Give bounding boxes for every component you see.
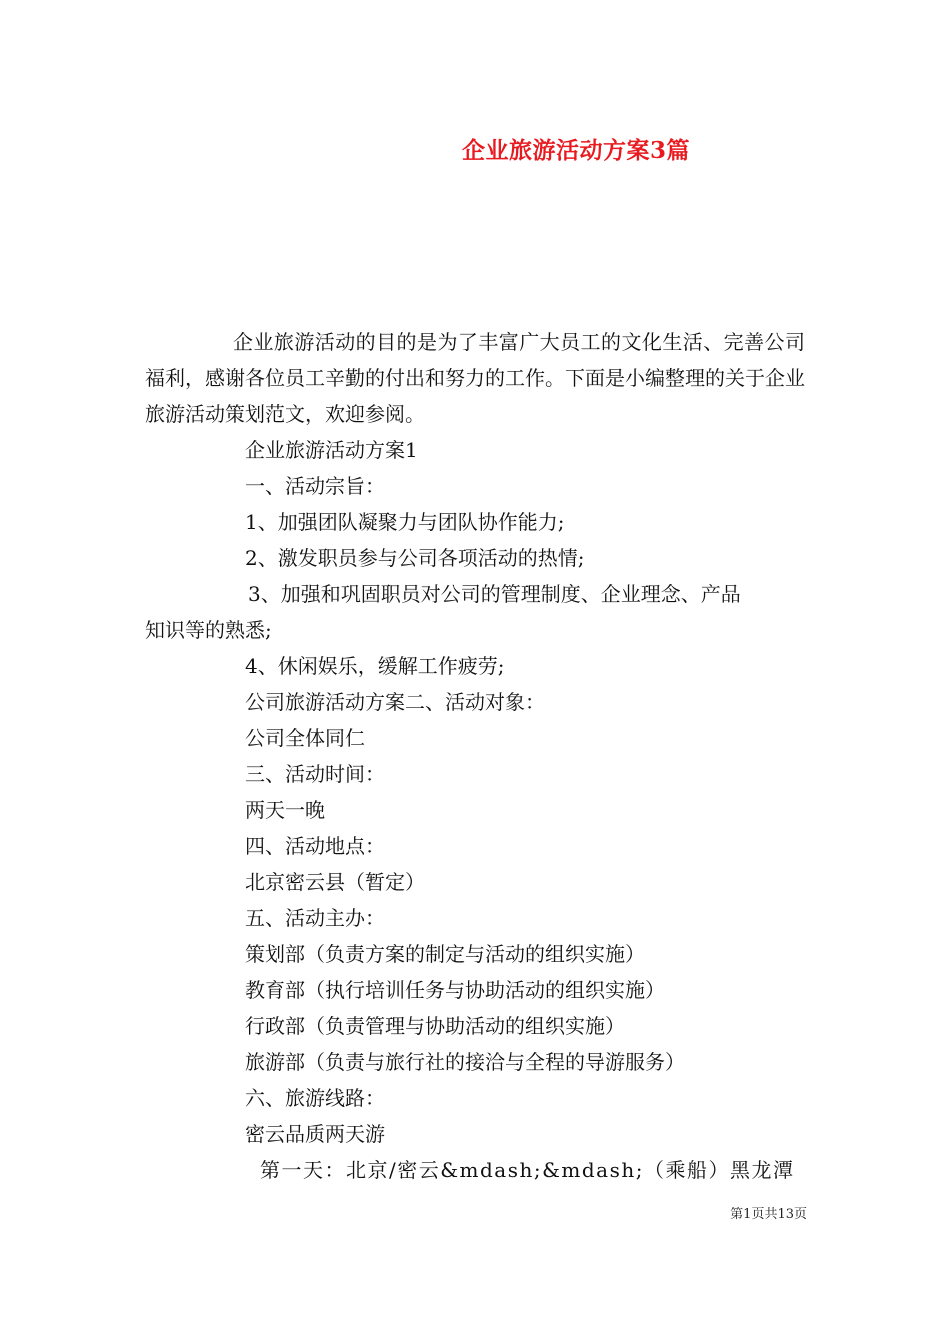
organizer-tourism: 旅游部（负责与旅行社的接洽与全程的导游服务） [245,1050,685,1074]
purpose-item-2: 2、激发职员参与公司各项活动的热情; [245,546,585,570]
route-value: 密云品质两天游 [245,1122,385,1146]
section-heading-organizers: 五、活动主办： [245,906,385,930]
purpose-item-3 [145,576,805,612]
location-value: 北京密云县（暂定） [245,870,425,894]
section-heading-route: 六、旅游线路： [245,1086,385,1110]
section-heading-location: 四、活动地点： [245,834,385,858]
purpose-item-3-continued: 知识等的熟悉; [145,618,272,642]
page-number: 第1页共13页 [730,1207,807,1222]
section-heading-audience: 公司旅游活动方案二、活动对象： [245,690,545,714]
purpose-item-4: 4、休闲娱乐，缓解工作疲劳; [245,654,505,678]
audience-value: 公司全体同仁 [245,726,365,750]
purpose-item-1: 1、加强团队凝聚力与团队协作能力; [245,510,565,534]
time-value: 两天一晚 [245,798,325,822]
intro-paragraph: 企业旅游活动的目的是为了丰富广大员工的文化生活、完善公司福利，感谢各位员工辛勤的付出和努力的工作。下面是小编整理的关于企业旅游活动策划范文，欢迎参阅。 [145,330,805,426]
organizer-planning: 策划部（负责方案的制定与活动的组织实施） [245,942,645,966]
document-body [145,324,805,1188]
organizer-administration: 行政部（负责管理与协助活动的组织实施） [245,1014,625,1038]
day-one-itinerary: 第一天：北京/密云&mdash;&mdash;（乘船）黑龙潭 [260,1158,795,1182]
purpose-item-3-first-line: 3、加强和巩固职员对公司的管理制度、企业理念、产品 [248,582,741,606]
document-title: 企业旅游活动方案3篇 [461,137,690,164]
section-heading-purpose: 一、活动宗旨： [245,474,385,498]
organizer-education: 教育部（执行培训任务与协助活动的组织实施） [245,978,665,1002]
section-heading-time: 三、活动时间： [245,762,385,786]
section-heading-plan1: 企业旅游活动方案1 [245,438,418,462]
